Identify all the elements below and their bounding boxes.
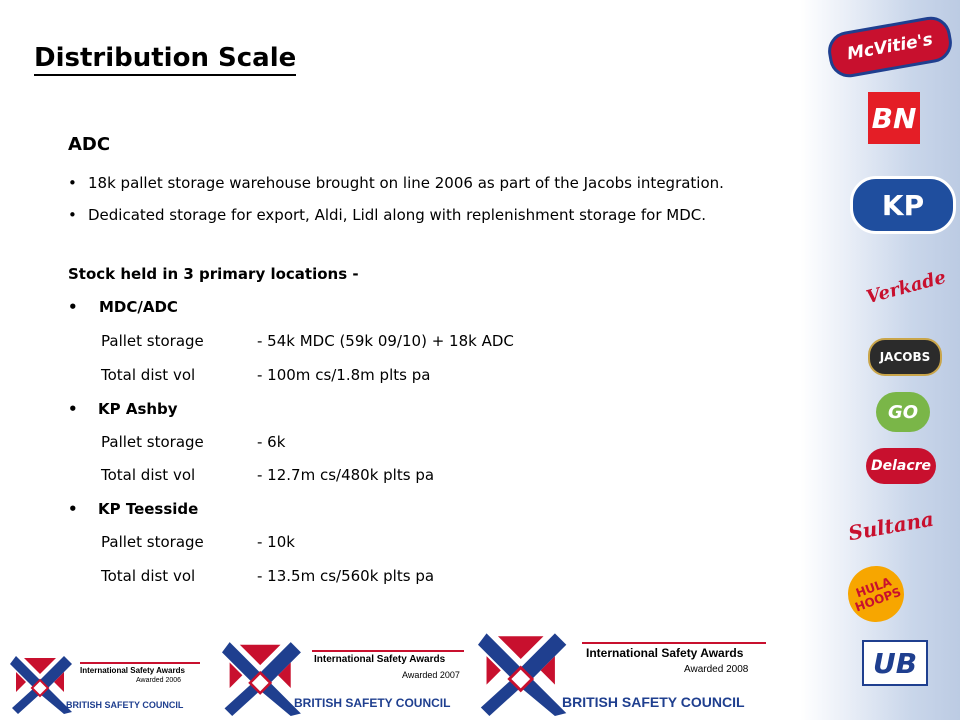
row-label: Pallet storage <box>101 332 204 350</box>
award-title: International Safety Awards <box>586 646 744 660</box>
location-kp-teesside <box>68 500 198 518</box>
row-label: Pallet storage <box>101 433 204 451</box>
delacre-logo: Delacre <box>866 448 936 484</box>
kp-logo: KP <box>850 176 956 234</box>
bullet-dot: • <box>68 500 78 518</box>
row-value: - 54k MDC (59k 09/10) + 18k ADC <box>257 332 514 350</box>
award-year: Awarded 2007 <box>402 670 460 680</box>
location-name: MDC/ADC <box>99 298 178 316</box>
location-mdc-adc <box>68 298 178 316</box>
hula-hoops-logo: HULA HOOPS <box>840 558 912 630</box>
bullet-dot: • <box>68 400 78 418</box>
adc-bullet-1 <box>68 174 724 192</box>
ub-logo: UB <box>862 640 928 686</box>
row-label: Total dist vol <box>101 366 196 384</box>
award-year: Awarded 2008 <box>684 664 749 675</box>
bullet-dot: • <box>68 298 78 316</box>
award-council: BRITISH SAFETY COUNCIL <box>294 696 451 710</box>
go-ahead-logo: GO <box>876 392 930 432</box>
bn-logo: BN <box>868 92 920 144</box>
row-value: - 100m cs/1.8m plts pa <box>257 366 431 384</box>
award-divider <box>312 650 464 652</box>
mcvities-logo: McVitie's <box>825 14 955 81</box>
page-title: Distribution Scale <box>34 42 296 76</box>
row-value: - 10k <box>257 533 295 551</box>
row-value: - 6k <box>257 433 286 451</box>
stock-heading: Stock held in 3 primary locations - <box>68 265 359 283</box>
sultana-logo: Sultana <box>846 506 936 546</box>
award-council: BRITISH SAFETY COUNCIL <box>66 700 184 710</box>
adc-heading: ADC <box>68 134 111 155</box>
award-council: BRITISH SAFETY COUNCIL <box>562 694 745 710</box>
verkade-logo: Verkade <box>863 266 949 308</box>
safety-award-2006 <box>10 648 210 714</box>
location-name: KP Ashby <box>98 400 178 418</box>
adc-bullet-text: Dedicated storage for export, Aldi, Lidl along with replenishment storage for MDC. <box>88 206 706 224</box>
row-value: - 13.5m cs/560k plts pa <box>257 567 435 585</box>
jacobs-logo: JACOBS <box>868 338 942 376</box>
row-value: - 12.7m cs/480k plts pa <box>257 466 435 484</box>
award-divider <box>80 662 200 664</box>
adc-bullet-2 <box>68 206 706 224</box>
row-label: Pallet storage <box>101 533 204 551</box>
safety-award-2007 <box>222 632 472 716</box>
award-title: International Safety Awards <box>314 654 446 665</box>
location-name: KP Teesside <box>98 500 199 518</box>
award-divider <box>582 642 766 644</box>
bullet-dot: • <box>68 174 77 192</box>
award-title: International Safety Awards <box>80 666 185 675</box>
row-label: Total dist vol <box>101 567 196 585</box>
row-label: Total dist vol <box>101 466 196 484</box>
bullet-dot: • <box>68 206 77 224</box>
location-kp-ashby <box>68 400 178 418</box>
safety-award-2008 <box>478 622 778 716</box>
safety-award-emblem-icon <box>478 622 572 716</box>
adc-bullet-text: 18k pallet storage warehouse brought on line 2006 as part of the Jacobs integration. <box>88 174 724 192</box>
award-year: Awarded 2006 <box>136 677 182 684</box>
